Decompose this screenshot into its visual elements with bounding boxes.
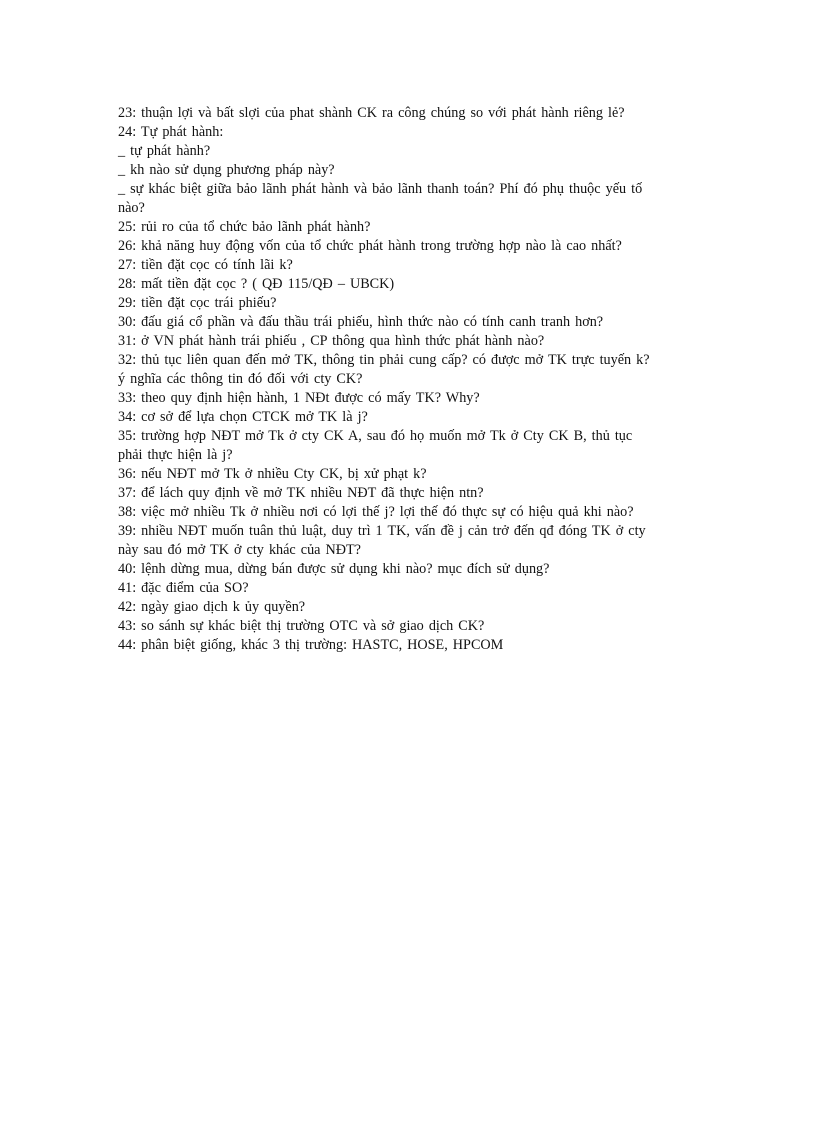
question-43: 43: so sánh sự khác biệt thị trường OTC và sở giao dịch CK? xyxy=(118,618,485,634)
question-33: 33: theo quy định hiện hành, 1 NĐt được có mấy TK? Why? xyxy=(118,390,480,406)
document-page xyxy=(118,104,698,655)
question-42: 42: ngày giao dịch k ủy quyền? xyxy=(118,599,306,615)
question-41: 41: đặc điểm của SO? xyxy=(118,580,249,596)
question-32: 32: thủ tục liên quan đến mở TK, thông tin phải cung cấp? có được mở TK trực tuyến k? xyxy=(118,352,650,368)
question-35-cont: phải thực hiện là j? xyxy=(118,447,233,463)
question-26: 26: khả năng huy động vốn của tổ chức phát hành trong trường hợp nào là cao nhất? xyxy=(118,238,622,254)
question-24-item-3-cont: nào? xyxy=(118,200,145,216)
question-34: 34: cơ sở để lựa chọn CTCK mở TK là j? xyxy=(118,409,368,425)
question-24: 24: Tự phát hành: xyxy=(118,124,224,140)
question-36: 36: nếu NĐT mở Tk ở nhiều Cty CK, bị xử phạt k? xyxy=(118,466,427,482)
question-27: 27: tiền đặt cọc có tính lãi k? xyxy=(118,257,293,273)
question-38: 38: việc mở nhiều Tk ở nhiều nơi có lợi thế j? lợi thế đó thực sự có hiệu quả khi nào? xyxy=(118,504,634,520)
question-28: 28: mất tiền đặt cọc ? ( QĐ 115/QĐ – UBCK) xyxy=(118,276,395,292)
question-31: 31: ở VN phát hành trái phiếu , CP thông qua hình thức phát hành nào? xyxy=(118,333,545,349)
question-29: 29: tiền đặt cọc trái phiếu? xyxy=(118,295,277,311)
question-24-item-2: _ kh nào sử dụng phương pháp này? xyxy=(118,162,335,178)
question-30: 30: đấu giá cổ phần và đấu thầu trái phiếu, hình thức nào có tính canh tranh hơn? xyxy=(118,314,604,330)
question-32-cont: ý nghĩa các thông tin đó đối với cty CK? xyxy=(118,371,363,387)
question-23: 23: thuận lợi và bất slợi của phat shành CK ra công chúng so với phát hành riêng lẻ? xyxy=(118,105,625,121)
question-44: 44: phân biệt giống, khác 3 thị trường: HASTC, HOSE, HPCOM xyxy=(118,637,504,653)
question-24-item-1: _ tự phát hành? xyxy=(118,143,211,159)
question-24-item-3: _ sự khác biệt giữa bảo lãnh phát hành và bảo lãnh thanh toán? Phí đó phụ thuộc yếu tố xyxy=(118,181,643,197)
question-39: 39: nhiều NĐT muốn tuân thủ luật, duy trì 1 TK, vấn đề j cản trở đến qđ đóng TK ở cty xyxy=(118,523,646,539)
question-35: 35: trường hợp NĐT mở Tk ở cty CK A, sau đó họ muốn mở Tk ở Cty CK B, thủ tục xyxy=(118,428,633,444)
question-40: 40: lệnh dừng mua, dừng bán được sử dụng khi nào? mục đích sử dụng? xyxy=(118,561,550,577)
question-25: 25: rủi ro của tổ chức bảo lãnh phát hành? xyxy=(118,219,371,235)
question-39-cont: này sau đó mở TK ở cty khác của NĐT? xyxy=(118,542,361,558)
question-37: 37: để lách quy định về mở TK nhiều NĐT đã thực hiện ntn? xyxy=(118,485,484,501)
